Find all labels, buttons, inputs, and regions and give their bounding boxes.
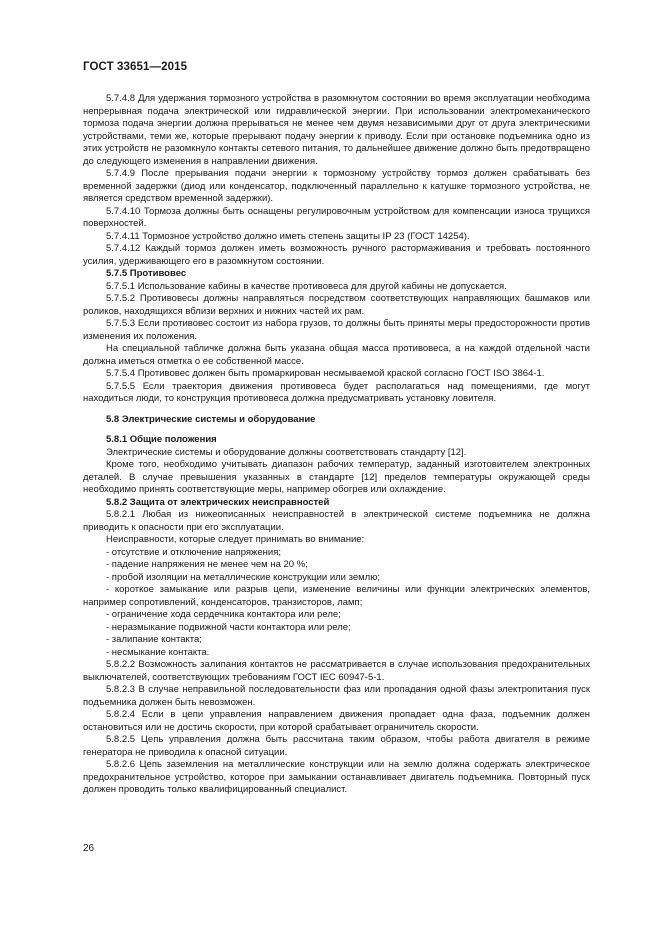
paragraph: - короткое замыкание или разрыв цепи, изменение величины или функции электрических элементов, например сопротивлений, конденсаторов, транзисторов, ламп;	[83, 584, 590, 608]
subsection-heading: 5.8.2 Защита от электрических неисправностей	[106, 496, 330, 508]
paragraph: 5.8.2.4 Если в цепи управления направлением движения пропадает одна фаза, подъемник должен остановиться или не достичь скорости, при которой срабатывает ограничитель скорости.	[83, 709, 590, 733]
paragraph: Неисправности, которые следует принимать во внимание:	[106, 534, 365, 545]
document-header: ГОСТ 33651—2015	[83, 61, 188, 73]
paragraph: - отсутствие и отключение напряжения;	[106, 546, 282, 558]
paragraph: - залипание контакта;	[106, 634, 202, 645]
paragraph: На специальной табличке должна быть указана общая масса противовеса, а на каждой отдельной части должна иметься отметка о ее собственной массе.	[83, 343, 590, 367]
paragraph: 5.7.5.4 Противовес должен быть промаркирован несмываемой краской согласно ГОСТ ISO 3864-1.	[106, 368, 545, 379]
paragraph: 5.8.2.3 В случае неправильной последовательности фаз или пропадания одной фазы электропитания пуск подъемника должен быть невозможен.	[83, 684, 590, 708]
paragraph: 5.8.2.1 Любая из нижеописанных неисправностей в электрической системе подъемника не должна приводить к опасности при его эксплуатации.	[83, 509, 590, 533]
section-heading: 5.8 Электрические системы и оборудование	[106, 413, 316, 425]
paragraph: - падение напряжения не менее чем на 20 %;	[106, 559, 308, 570]
subsection-heading: 5.7.5 Противовес	[106, 268, 187, 279]
paragraph: 5.7.4.11 Тормозное устройство должно иметь степень защиты IP 23 (ГОСТ 14254).	[106, 230, 470, 242]
paragraph: 5.7.4.8 Для удержания тормозного устройства в разомкнутом состоянии во время эксплуатации необходима непрерывная подача электрической или гидравлической энергии. При использовании электромеханического тормоза подача энергии должна прерываться не менее чем двумя независимыми друг от друга электрическими устройствами, теми же, которые прерывают подачу энергии к приводу. Если при остановке подъемника одно из этих устройств не разомкнуло контакты сетевого питания, то дальнейшее движение должно быть предотвращено до следующего изменения в направлении движения.	[83, 93, 590, 167]
paragraph: Электрические системы и оборудование должны соответствовать стандарту [12].	[106, 446, 467, 458]
paragraph: 5.7.5.2 Противовесы должны направляться посредством соответствующих направляющих башмаков или роликов, находящихся вблизи верхних и нижних частей их рам.	[83, 293, 590, 317]
subsection-heading: 5.8.1 Общие положения	[106, 434, 217, 445]
document-body	[83, 93, 590, 797]
paragraph: - неразмыкание подвижной части контактора или реле;	[106, 621, 351, 633]
page-number: 26	[83, 843, 95, 854]
paragraph: - ограничение хода сердечника контактора или реле;	[106, 609, 341, 620]
paragraph: 5.7.5.5 Если траектория движения противовеса будет располагаться над помещениями, где могут находиться люди, то конструкция противовеса должна предусматривать установку ловителя.	[83, 380, 590, 404]
paragraph-gap	[83, 426, 590, 434]
paragraph: - пробой изоляции на металлические конструкции или землю;	[106, 571, 380, 583]
paragraph: 5.8.2.6 Цепь заземления на металлические конструкции или на землю должна содержать электрическое предохранительное устройство, которое при замыкании останавливает двигатель подъемника. Повторный пуск должен проводить только квалифицированный специалист.	[83, 759, 590, 795]
paragraph: 5.7.5.1 Использование кабины в качестве противовеса для другой кабины не допускается.	[106, 280, 507, 292]
paragraph: 5.8.2.5 Цепь управления должна быть рассчитана таким образом, чтобы работа двигателя в режиме генератора не приводила к опасной ситуации.	[83, 734, 590, 758]
paragraph: - несмыкание контакта.	[106, 646, 210, 658]
paragraph: Кроме того, необходимо учитывать диапазон рабочих температур, заданный изготовителем электронных деталей. В случае превышения указанных в стандарте [12] пределов температуры окружающей среды необходимо принять соответствующие меры, например обогрев или охлаждение.	[83, 459, 590, 495]
paragraph: 5.7.4.9 После прерывания подачи энергии к тормозному устройству тормоз должен срабатывать без временной задержки (диод или конденсатор, подключенный параллельно к катушке тормозного устройства, не является средством временной задержки).	[83, 168, 590, 204]
paragraph: 5.7.4.10 Тормоза должны быть оснащены регулировочным устройством для компенсации износа трущихся поверхностей.	[83, 205, 590, 229]
paragraph: 5.7.4.12 Каждый тормоз должен иметь возможность ручного растормаживания и требовать постоянного усилия, удерживающего его в разомкнутом состоянии.	[83, 243, 590, 267]
paragraph: 5.8.2.2 Возможность залипания контактов не рассматривается в случае использования предохранительных выключателей, соответствующих требованиям ГОСТ IEC 60947-5-1.	[83, 659, 590, 683]
paragraph: 5.7.5.3 Если противовес состоит из набора грузов, то должны быть приняты меры предосторожности против изменения их положения.	[83, 318, 590, 342]
paragraph-gap	[83, 406, 590, 414]
